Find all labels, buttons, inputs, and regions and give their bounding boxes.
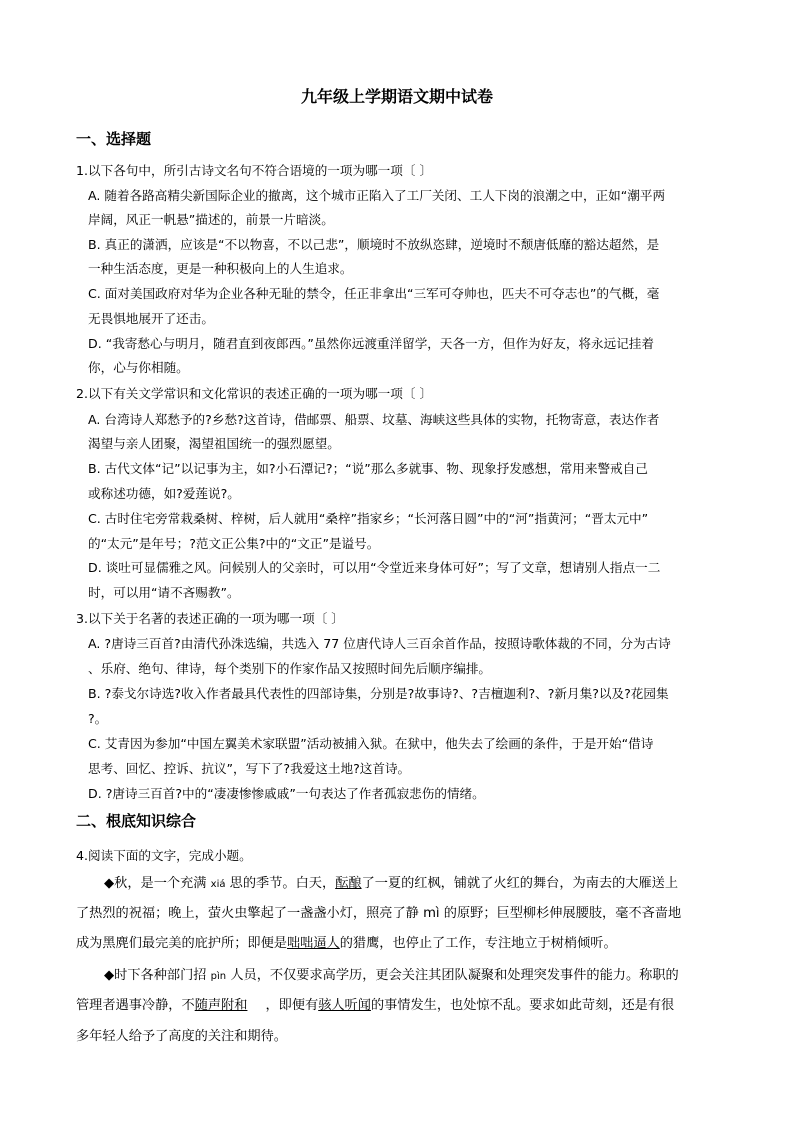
question-3-option-b: B. ?泰戈尔诗选?收入作者最具代表性的四部诗集，分别是?故事诗?、?吉檀迦利?、?新月集?以及?花园集 <box>88 686 669 701</box>
section-heading-choice: 一、选择题 <box>76 130 152 148</box>
page-title: 九年级上学期语文期中试卷 <box>300 87 493 106</box>
passage-2-line-3: 多年轻人给予了高度的关注和期待。 <box>76 1029 287 1044</box>
underlined-word-hairentingwen: 骇人听闻 <box>318 998 371 1013</box>
passage-1-text: ◆秋，是一个充满 <box>104 876 211 891</box>
question-2-option-c: C. 古时住宅旁常栽桑树、梓树，后人就用“桑梓”指家乡；“长河落日圆”中的“河”指黄河；“晋太元中” <box>88 511 649 526</box>
pinyin-xia: xiá <box>210 879 226 890</box>
question-2-option-a-cont: 渴望与亲人团聚，渴望祖国统一的强烈愿望。 <box>88 436 340 451</box>
passage-1-line-3 <box>76 934 617 954</box>
passage-2-line-2 <box>76 996 674 1016</box>
passage-2-line-1 <box>104 966 679 987</box>
question-2-option-b: B. 古代文体“记”以记事为主，如?小石潭记?；“说”那么多就事、物、现象抒发感想，常用来警戒自己 <box>88 461 648 476</box>
question-2-option-d-cont: 时，可以用“请不吝赐教”。 <box>88 585 240 600</box>
passage-2-text: 人员，不仅要求高学历，更会关注其团队凝聚和处理突发事件的能力。称职的 <box>226 968 679 983</box>
passage-1-text: 了一夏的红枫，铺就了火红的舞台，为南去的大雁送上 <box>361 876 679 891</box>
question-1-option-a-cont: 岸阔，风正一帆悬”描述的，前景一片暗淡。 <box>88 212 334 227</box>
question-2-option-d: D. 谈吐可显儒雅之风。问候别人的父亲时，可以用“令堂近来身体可好”；写了文章，想请别人指点一二 <box>88 560 661 575</box>
question-2-option-b-cont: 或称述功德，如?爱莲说?。 <box>88 486 240 501</box>
passage-1-text: 成为黑麂们最完美的庇护所；即便是 <box>76 936 287 951</box>
question-3-option-b-cont: ?。 <box>88 711 108 726</box>
question-1-option-c: C. 面对美国政府对华为企业各种无耻的禁令，任正非拿出“三军可夺帅也，匹夫不可夺志也”的气概，毫 <box>88 286 660 301</box>
passage-2-text: ，即便有 <box>265 998 319 1013</box>
underlined-word-duoduobiren: 咄咄逼人 <box>287 936 340 951</box>
question-1-option-a: A. 随着各路高精尖新国际企业的撤离，这个城市正陷入了工厂关闭、工人下岗的浪潮之中，正如“潮平两 <box>88 188 666 203</box>
question-1-option-b-cont: 一种生活态度，更是一种积极向上的人生追求。 <box>88 261 353 276</box>
question-3-option-c: C. 艾青因为参加“中国左翼美术家联盟”活动被捕入狱。在狱中，他失去了绘画的条件，于是开始“借诗 <box>88 736 654 751</box>
question-3-option-a-cont: 、乐府、绝句、律诗，每个类别下的作家作品又按照时间先后顺序编排。 <box>88 661 491 676</box>
passage-2-text: ◆时下各种部门招 <box>104 968 211 983</box>
question-1-stem: 1.以下各句中，所引古诗文名句不符合语境的一项为哪一项〔 〕 <box>76 163 433 178</box>
passage-2-text: 管理者遇事冷静，不 <box>76 998 195 1013</box>
passage-1-line-1 <box>104 874 678 895</box>
pinyin-pin: pìn <box>210 971 227 982</box>
question-3-option-a: A. ?唐诗三百首?由清代孙洙选编，共选入 77 位唐代诗人三百余首作品，按照诗歌体裁的不同，分为古诗 <box>88 636 671 651</box>
question-1-option-b: B. 真正的潇洒，应该是“不以物喜，不以己悲”，顺境时不放纵恣肆，逆境时不颓唐低靡的豁达超然，是 <box>88 237 660 252</box>
section-heading-basics: 二、根底知识综合 <box>76 812 197 830</box>
question-2-stem: 2.以下有关文学常识和文化常识的表述正确的一项为哪一项〔 〕 <box>76 386 433 401</box>
question-1-option-c-cont: 无畏惧地展开了还击。 <box>88 311 214 326</box>
question-2-option-c-cont: 的“太元”是年号；?范文正公集?中的“文正”是谥号。 <box>88 536 380 551</box>
underlined-word-yunniang: 酝酿 <box>335 876 362 891</box>
question-2-option-a: A. 台湾诗人郑愁予的?乡愁?这首诗，借邮票、船票、坟墓、海峡这些具体的实物，托物寄意，表达作者 <box>88 412 660 427</box>
passage-1-line-2: 了热烈的祝福；晚上，萤火虫擎起了一盏盏小灯，照亮了静 mì 的原野；巨型柳杉伸展腰肢，毫不吝啬地 <box>76 906 682 921</box>
question-3-stem: 3.以下关于名著的表述正确的一项为哪一项〔 〕 <box>76 611 344 626</box>
question-4-stem: 4.阅读下面的文字，完成小题。 <box>76 848 252 863</box>
question-1-option-d-cont: 你，心与你相随。 <box>88 360 189 375</box>
passage-2-text: 的事情发生，也处惊不乱。要求如此苛刻，还是有很 <box>370 998 675 1013</box>
passage-1-text: 思的季节。白天， <box>225 876 336 891</box>
question-1-option-d: D. “我寄愁心与明月，随君直到夜郎西。”虽然你远渡重洋留学，天各一方，但作为好友，将永远记挂着 <box>88 336 654 351</box>
underlined-word-suishengfuhe: 随声附和 <box>194 998 248 1013</box>
question-3-option-d: D. ?唐诗三百首?中的“凄凄惨惨戚戚”一句表达了作者孤寂悲伤的情绪。 <box>88 786 485 801</box>
passage-1-text: 的猎鹰，也停止了工作，专注地立于树梢倾听。 <box>339 936 617 951</box>
question-3-option-c-cont: 思考、回忆、控诉、抗议”，写下了?我爱这土地?这首诗。 <box>88 761 411 776</box>
